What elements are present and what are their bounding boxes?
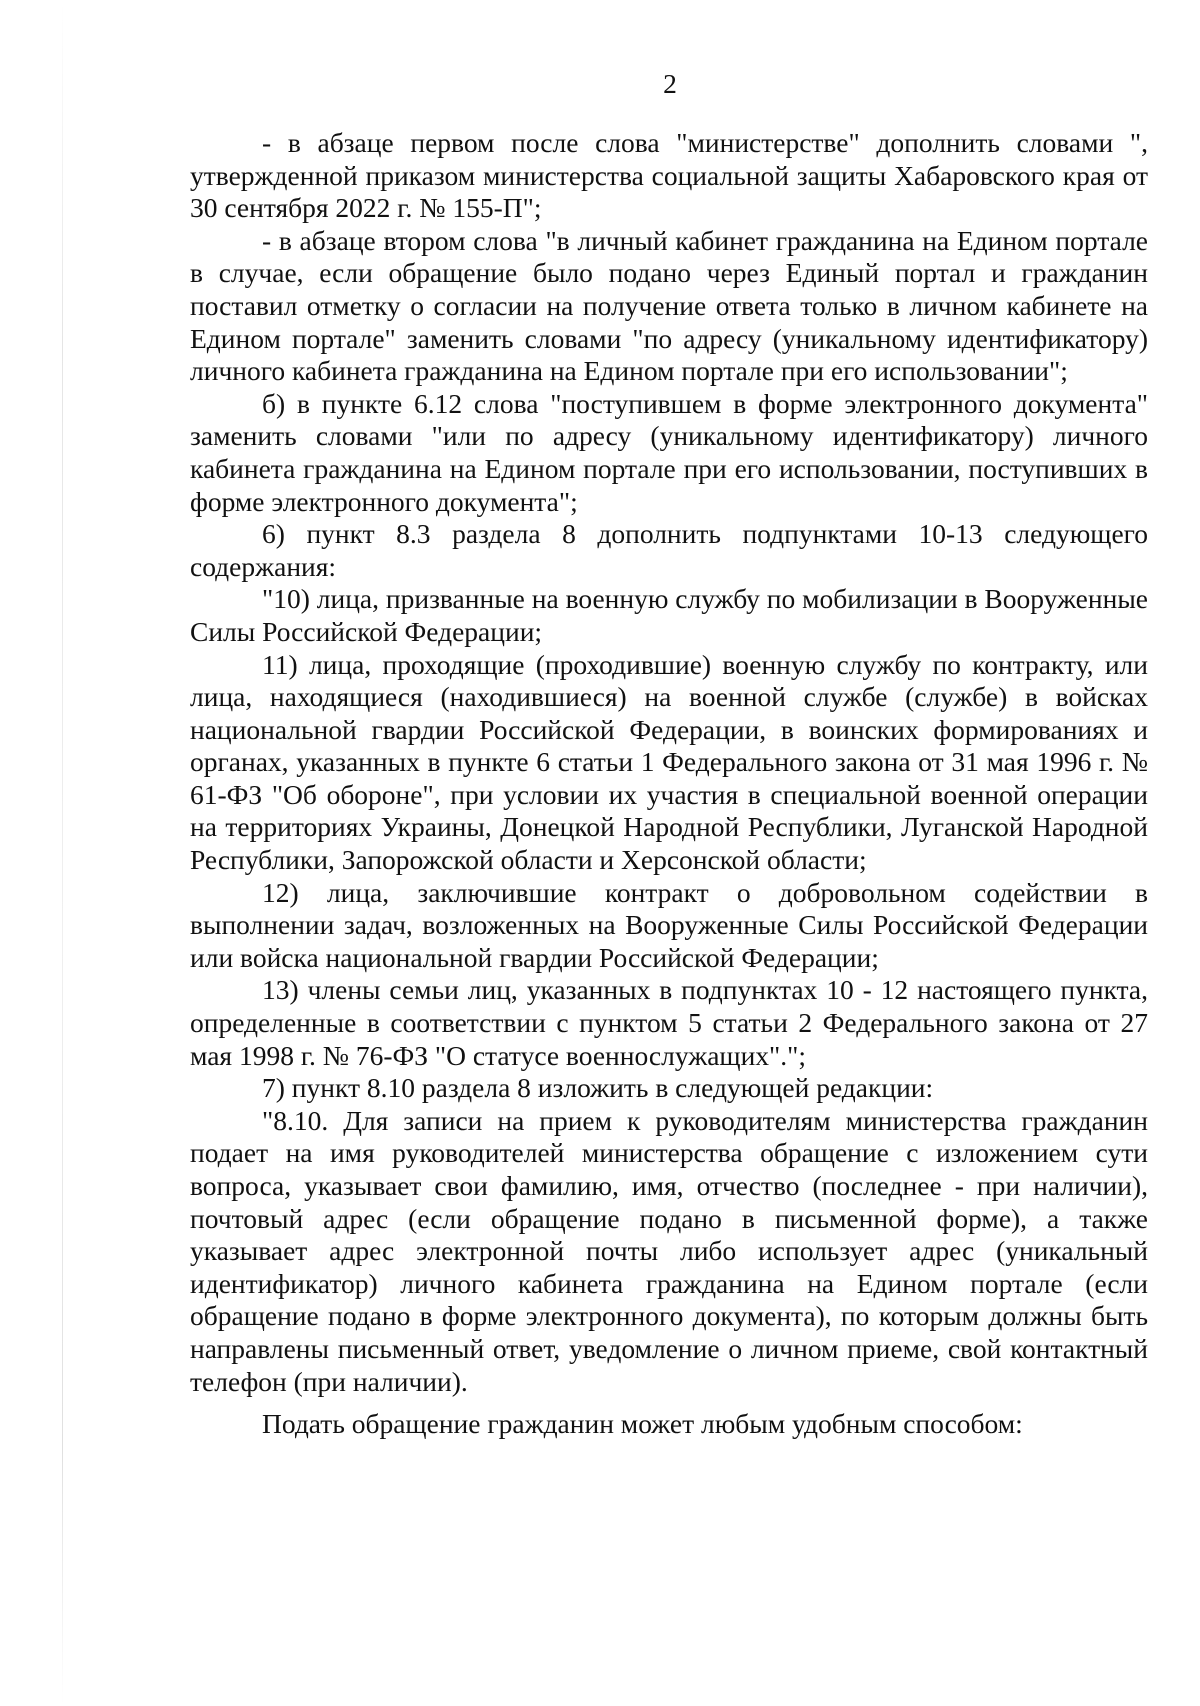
paragraph-3: б) в пункте 6.12 слова "поступившем в форме электронного документа" заменить словами "или по адресу (уникальному идентификатору) личного кабинета гражданина на Едином портале при его использовании, поступивших в форме электронного документа"; [190, 387, 1148, 517]
paragraph-5: "10) лица, призванные на военную службу по мобилизации в Вооруженные Силы Российской Федерации; [190, 583, 1148, 647]
paragraph-8: 13) члены семьи лиц, указанных в подпунктах 10 - 12 настоящего пункта, определенные в соответствии с пунктом 5 статьи 2 Федерального закона от 27 мая 1998 г. № 76-ФЗ "О статусе военнослужащих"."; [190, 974, 1148, 1071]
paragraph-7: 12) лица, заключившие контракт о добровольном содействии в выполнении задач, возложенных на Вооруженные Силы Российской Федерации или войска национальной гвардии Российской Федерации; [190, 876, 1148, 973]
paragraph-1: - в абзаце первом после слова "министерстве" дополнить словами ", утвержденной приказом министерства социальной защиты Хабаровского края от 30 сентября 2022 г. № 155-П"; [190, 127, 1148, 224]
paragraph-11: Подать обращение гражданин может любым удобным способом: [262, 1408, 1023, 1440]
paragraph-4: 6) пункт 8.3 раздела 8 дополнить подпунктами 10-13 следующего содержания: [190, 518, 1148, 582]
paragraph-10: "8.10. Для записи на прием к руководителям министерства гражданин подает на имя руководителей министерства обращение с изложением сути вопроса, указывает свои фамилию, имя, отчество (последнее - при наличии), почтовый адрес (если обращение подано в письменной форме), а также указывает адрес электронной почты либо использует адрес (уникальный идентификатор) личного кабинета гражданина на Едином портале (если обращение подано в форме электронного документа), по которым должны быть направлены письменный ответ, уведомление о личном приеме, свой контактный телефон (при наличии). [190, 1104, 1148, 1397]
document-body [190, 127, 1148, 1441]
paragraph-6: 11) лица, проходящие (проходившие) военную службу по контракту, или лица, находящиеся (находившиеся) на военной службе (службе) в войсках национальной гвардии Российской Федерации, в воинских формированиях и органах, указанных в пункте 6 статьи 1 Федерального закона от 31 мая 1996 г. № 61-ФЗ "Об обороне", при условии их участия в специальной военной операции на территориях Украины, Донецкой Народной Республики, Луганской Народной Республики, Запорожской области и Херсонской области; [190, 648, 1148, 876]
scan-edge-line [62, 0, 63, 1706]
paragraph-9: 7) пункт 8.10 раздела 8 изложить в следующей редакции: [262, 1072, 934, 1104]
paragraph-2: - в абзаце втором слова "в личный кабинет гражданина на Едином портале в случае, если обращение было подано через Единый портал и гражданин поставил отметку о согласии на получение ответа только в личном кабинете на Едином портале" заменить словами "по адресу (уникальному идентификатору) личного кабинета гражданина на Едином портале при его использовании"; [190, 224, 1148, 387]
page-number: 2 [663, 68, 677, 99]
